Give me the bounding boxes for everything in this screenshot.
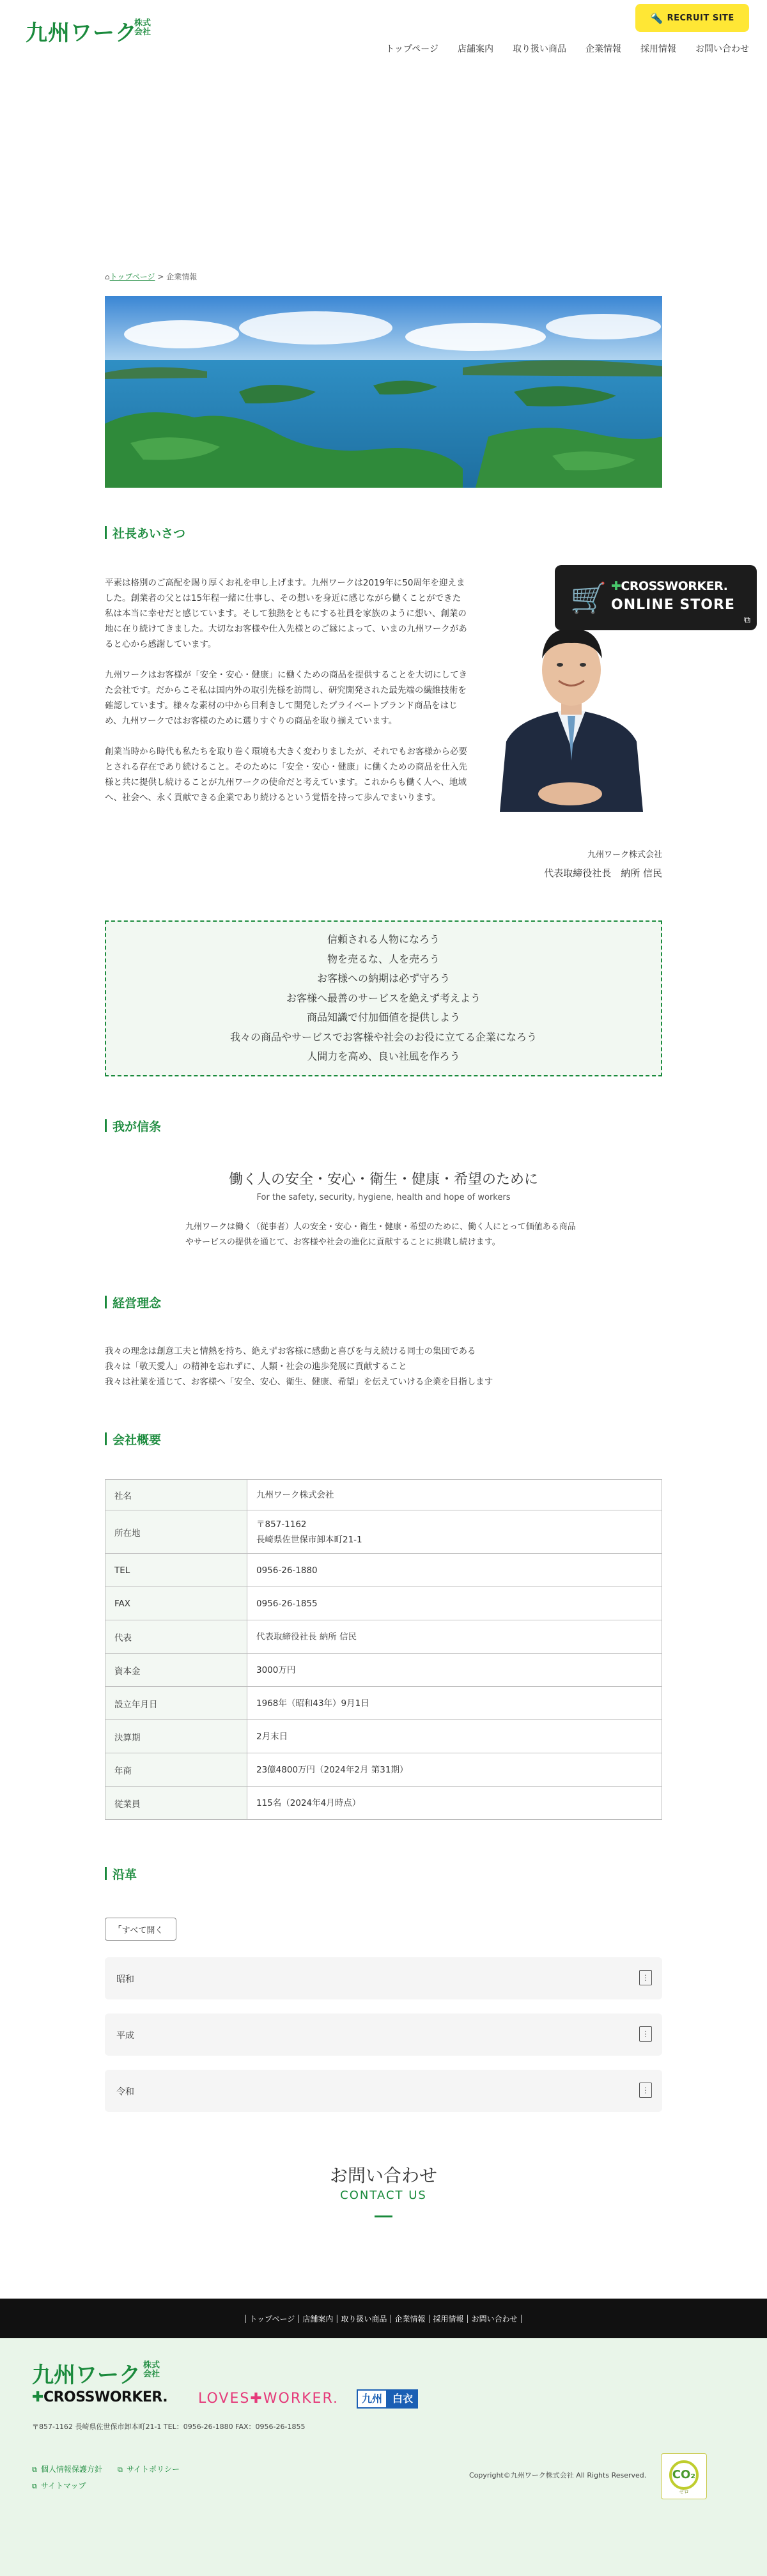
- logo-sub-2: 会社: [134, 27, 151, 37]
- row-key: 設立年月日: [105, 1687, 247, 1720]
- contact-underline: [375, 2215, 392, 2217]
- logo-sub-1: 株式: [134, 19, 151, 28]
- footer-nav-stores[interactable]: 店舗案内: [302, 2314, 334, 2324]
- brand-cw-a: CROSS: [43, 2389, 95, 2405]
- row-key: 従業員: [105, 1787, 247, 1820]
- motto-item: お客様への納期は必ず守ろう: [316, 972, 450, 985]
- expand-all-label: すべて開く: [121, 1925, 164, 1936]
- section-title-history: 沿革: [105, 1865, 137, 1882]
- accordion-toggle-icon[interactable]: ⋮: [639, 2083, 652, 2098]
- president-greeting: [105, 575, 469, 821]
- motto-item: お客様へ最善のサービスを絶えず考えよう: [286, 991, 481, 1004]
- cross-plus-icon: ✚: [250, 2391, 263, 2407]
- expand-icon: ⌜: [118, 1924, 122, 1934]
- footer-logo-sub-2: 会社: [143, 2370, 160, 2379]
- table-row: [105, 1720, 662, 1753]
- co2-zero-badge: [661, 2453, 707, 2499]
- philosophy-line: 我々は「敬天愛人」の精神を忘れずに、人類・社会の進歩発展に貢献すること: [105, 1362, 407, 1372]
- recruit-site-button[interactable]: [635, 4, 749, 32]
- nav-recruit[interactable]: 採用情報: [640, 44, 676, 54]
- nav-top[interactable]: トップページ: [385, 44, 438, 54]
- breadcrumb: [105, 271, 197, 282]
- accordion-toggle-icon[interactable]: ⋮: [639, 2026, 652, 2042]
- footer-logo[interactable]: 九州ワーク: [32, 2363, 141, 2388]
- section-title-philosophy: 経営理念: [105, 1294, 161, 1311]
- co2-sub: ゼロ: [679, 2489, 689, 2495]
- store-brand-a: CROSS: [621, 579, 665, 593]
- table-row: [105, 1510, 662, 1554]
- expand-all-button[interactable]: [105, 1918, 176, 1941]
- nav-stores[interactable]: 店舗案内: [458, 44, 493, 54]
- row-value-address: [247, 1510, 662, 1554]
- creed-body: 九州ワークは働く（従事者）人の安全・安心・衛生・健康・希望のために、働く人にとって価値ある商品やサービスの提供を通じて、お客様や社会の進化に貢献することに挑戦し続けます。: [185, 1222, 576, 1247]
- motto-item: 信頼される人物になろう: [327, 933, 440, 946]
- signature-company: 九州ワーク株式会社: [587, 850, 662, 860]
- row-key: 年商: [105, 1753, 247, 1787]
- company-mottos: [105, 920, 662, 1076]
- external-link-icon: ⧉: [32, 2482, 37, 2490]
- table-row: [105, 1753, 662, 1787]
- row-value: 0956-26-1855: [247, 1587, 662, 1620]
- era-label: 令和: [116, 2087, 134, 2097]
- brand-crossworker[interactable]: [32, 2389, 167, 2405]
- footer-address: 〒857-1162 長崎県佐世保市卸本町21-1 TEL：0956-26-1880 FAX：0956-26-1855: [32, 2423, 306, 2431]
- cross-plus-icon: ✚: [611, 579, 621, 593]
- accordion-showa[interactable]: [105, 1957, 662, 1999]
- brand-lovesworker[interactable]: [198, 2391, 339, 2407]
- greeting-paragraph: 創業当時から時代も私たちを取り巻く環境も大きく変わりましたが、それでもお客様から必要とされる存在であり続けること。そのために「安全・安心・健康」に働くための商品を仕入先様と共に提供し続けることが九州ワークの使命だと考えています。これからも働く人へ、地域へ、社会へ、永く貢献できる企業であり続けるという覚悟を持って歩んでまいります。: [105, 747, 467, 803]
- row-value: 九州ワーク株式会社: [247, 1480, 662, 1510]
- section-title-greeting: 社長あいさつ: [105, 524, 185, 541]
- recruit-label: RECRUIT SITE: [667, 13, 734, 23]
- cross-plus-icon: ✚: [32, 2389, 43, 2405]
- site-logo[interactable]: 九州ワーク: [26, 20, 137, 46]
- site-header: [0, 0, 767, 64]
- footer-nav-recruit[interactable]: 採用情報: [433, 2314, 464, 2324]
- row-value: 115名（2024年4月時点）: [247, 1787, 662, 1820]
- link-label: サイトマップ: [40, 2481, 86, 2490]
- link-label: 個人情報保護方針: [40, 2465, 102, 2474]
- row-key: 代表: [105, 1620, 247, 1654]
- postal-code: 〒857-1162: [256, 1519, 307, 1530]
- table-row: [105, 1480, 662, 1510]
- breadcrumb-home[interactable]: トップページ: [109, 272, 155, 281]
- row-key: 所在地: [105, 1510, 247, 1554]
- copyright: Copyright©九州ワーク株式会社 All Rights Reserved.: [469, 2471, 647, 2479]
- row-value: 23億4800万円（2024年2月 第31期）: [247, 1753, 662, 1787]
- brand-cw-b: WORKER.: [94, 2389, 168, 2405]
- nav-company[interactable]: 企業情報: [585, 44, 621, 54]
- row-key: FAX: [105, 1587, 247, 1620]
- row-key: 資本金: [105, 1654, 247, 1687]
- hero-image-islands: [105, 296, 662, 488]
- motto-item: 商品知識で付加価値を提供しよう: [306, 1011, 460, 1024]
- store-brand: [611, 579, 727, 593]
- online-store-banner[interactable]: [555, 565, 757, 630]
- table-row: [105, 1587, 662, 1620]
- link-sitemap[interactable]: [32, 2480, 86, 2491]
- address: 長崎県佐世保市卸本町21-1: [256, 1534, 362, 1545]
- section-title-creed: 我が信条: [105, 1117, 161, 1135]
- footer-logo-kabushiki: [143, 2361, 160, 2379]
- link-privacy-policy[interactable]: [32, 2463, 102, 2474]
- greeting-paragraph: 平素は格別のご高配を賜り厚くお礼を申し上げます。九州ワークは2019年に50周年を迎えました。創業者の父とは15年程一緒に仕事し、その想いを身近に感じながら働くことができた私は本当に幸せだと感じています。そして独熱をともにする社員を家族のように想い、創業の地に在り続けてきました。大切なお客様や仕入先様とのご縁によって、いまの九州ワークがあると心から感謝しています。: [105, 578, 467, 649]
- greeting-paragraph: 九州ワークはお客様が「安全・安心・健康」に働くための商品を提供することを大切にしてきた会社です。だからこそ私は国内外の取引先様を訪問し、研究開発された最先端の繊維技術を確認しています。様々な素材の中から目利きして開発したプライベートブランド商品をはじめ、九州ワークではお客様のために選りすぐりの商品を取り揃えています。: [105, 670, 467, 726]
- signature-block: [544, 848, 662, 880]
- row-key: 決算期: [105, 1720, 247, 1753]
- signature-title: 代表取締役社長 納所 信民: [544, 867, 662, 879]
- accordion-reiwa[interactable]: [105, 2070, 662, 2112]
- site-footer: [0, 2338, 767, 2576]
- table-row: [105, 1654, 662, 1687]
- contact-heading-en[interactable]: CONTACT US: [340, 2189, 427, 2202]
- breadcrumb-sep: >: [155, 272, 167, 281]
- breadcrumb-current: 企業情報: [166, 272, 198, 281]
- footer-nav: | トップページ | 店舗案内 | 取り扱い商品 | 企業情報 | 採用情報 | お問い合わせ |: [0, 2299, 767, 2338]
- store-label: ONLINE STORE: [611, 597, 735, 613]
- motto-item: 人間力を高め、良い社風を作ろう: [307, 1050, 460, 1063]
- philosophy-line: 我々は社業を通じて、お客様へ「安全、安心、衛生、健康、希望」を伝えていける企業を目指します: [105, 1377, 493, 1387]
- link-label: サイトポリシー: [126, 2465, 180, 2474]
- table-row: [105, 1620, 662, 1654]
- co2-mark: CO₂: [669, 2460, 699, 2490]
- footer-nav-contact[interactable]: お問い合わせ: [471, 2314, 518, 2324]
- brand-ks-b: 白衣: [387, 2389, 418, 2409]
- worker-icon: 🔦: [650, 12, 663, 24]
- philosophy-line: 我々の理念は創意工夫と情熱を持ち、絶えずお客様に感動と喜びを与え続ける同士の集団である: [105, 1346, 476, 1356]
- footer-nav-company[interactable]: 企業情報: [394, 2314, 426, 2324]
- store-brand-b: WORKER.: [665, 579, 728, 593]
- accordion-toggle-icon[interactable]: ⋮: [639, 1970, 652, 1985]
- nav-products[interactable]: 取り扱い商品: [513, 44, 566, 54]
- table-row: [105, 1687, 662, 1720]
- creed-heading-en: For the safety, security, hygiene, health and hope of workers: [256, 1193, 511, 1202]
- row-key: TEL: [105, 1554, 247, 1587]
- logo-kabushiki: [134, 19, 151, 37]
- accordion-heisei[interactable]: [105, 2013, 662, 2056]
- era-label: 昭和: [116, 1975, 134, 1985]
- cart-icon: 🛒: [570, 580, 607, 615]
- brand-ks-a: 九州: [357, 2389, 387, 2409]
- nav-contact[interactable]: お問い合わせ: [695, 44, 749, 54]
- footer-nav-top[interactable]: トップページ: [249, 2314, 295, 2324]
- row-value: 代表取締役社長 納所 信民: [247, 1620, 662, 1654]
- contact-heading[interactable]: お問い合わせ: [329, 2165, 437, 2186]
- motto-item: 物を売るな、人を売ろう: [327, 952, 440, 965]
- creed-heading: 働く人の安全・安心・衛生・健康・希望のために: [228, 1172, 538, 1188]
- section-title-overview: 会社概要: [105, 1431, 161, 1448]
- brand-kyushu-hakui[interactable]: [357, 2389, 418, 2409]
- footer-nav-products[interactable]: 取り扱い商品: [341, 2314, 387, 2324]
- row-value: 3000万円: [247, 1654, 662, 1687]
- global-nav: [366, 42, 749, 55]
- era-label: 平成: [116, 2031, 134, 2041]
- external-link-icon: ⧉: [118, 2465, 123, 2474]
- home-icon: ⌂: [105, 272, 110, 281]
- motto-item: 我々の商品やサービスでお客様や社会のお役に立てる企業になろう: [229, 1030, 537, 1043]
- external-link-icon: ⧉: [32, 2465, 37, 2474]
- brand-lw-b: WORKER.: [263, 2391, 339, 2407]
- row-value: 0956-26-1880: [247, 1554, 662, 1587]
- company-overview-table: [105, 1479, 662, 1820]
- footer-logo-sub-1: 株式: [143, 2361, 160, 2370]
- external-link-icon: ⧉: [744, 615, 750, 625]
- philosophy-text: [105, 1344, 662, 1390]
- link-site-policy[interactable]: [118, 2463, 180, 2474]
- table-row: [105, 1554, 662, 1587]
- brand-lw-a: LOVES: [198, 2391, 251, 2407]
- row-value: 1968年（昭和43年）9月1日: [247, 1687, 662, 1720]
- row-key: 社名: [105, 1480, 247, 1510]
- row-value: 2月末日: [247, 1720, 662, 1753]
- table-row: [105, 1787, 662, 1820]
